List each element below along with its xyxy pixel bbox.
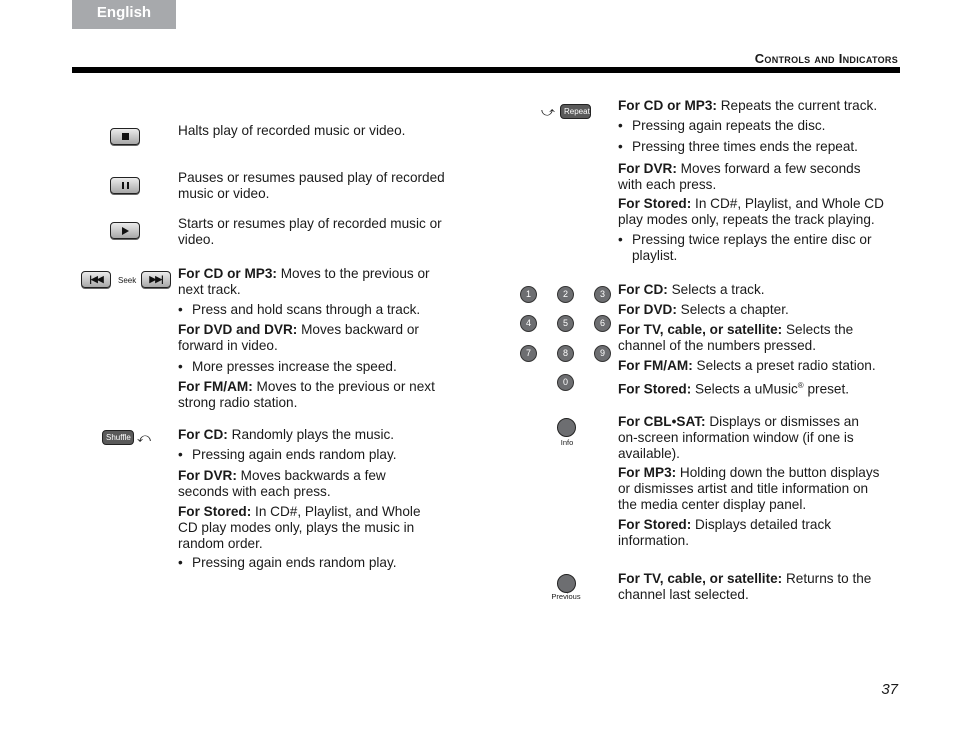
info-mp3-text: For MP3: Holding down the button displays or dismisses artist and title information on the media center display panel. bbox=[618, 465, 880, 512]
numbers-stored-text: For Stored: Selects a uMusic® preset. bbox=[618, 381, 850, 397]
numbers-fm-text: For FM/AM: Selects a preset radio station. bbox=[618, 358, 876, 373]
shuffle-bullet-1: • Pressing again ends random play. bbox=[178, 447, 397, 463]
numbers-dvd-text: For DVD: Selects a chapter. bbox=[618, 302, 789, 317]
repeat-button-icon: Repeat bbox=[560, 104, 591, 119]
repeat-dvr-text: For DVR: Moves forward a few seconds with each press. bbox=[618, 161, 861, 192]
info-button-icon bbox=[557, 418, 576, 437]
info-label: Info bbox=[560, 438, 574, 447]
shuffle-bullet-2: • Pressing again ends random play. bbox=[178, 555, 397, 571]
stop-icon bbox=[122, 133, 129, 140]
number-key-0: 0 bbox=[557, 374, 574, 391]
shuffle-cd-text: For CD: Randomly plays the music. bbox=[178, 427, 395, 442]
repeat-cd-text: For CD or MP3: Repeats the current track. bbox=[618, 98, 878, 113]
number-key-8: 8 bbox=[557, 345, 574, 362]
stop-button-icon bbox=[110, 128, 140, 145]
seek-label: Seek bbox=[118, 276, 137, 285]
play-icon bbox=[122, 227, 129, 235]
stop-description: Halts play of recorded music or video. bbox=[178, 123, 406, 138]
number-key-5: 5 bbox=[557, 315, 574, 332]
shuffle-button-icon: Shuffle bbox=[102, 430, 134, 445]
play-button-icon bbox=[110, 222, 140, 239]
repeat-bullet-1: • Pressing again repeats the disc. bbox=[618, 118, 825, 134]
repeat-bullet-3: • Pressing twice replays the entire disc or playlist. bbox=[618, 232, 872, 264]
number-key-4: 4 bbox=[520, 315, 537, 332]
repeat-stored-text: For Stored: In CD#, Playlist, and Whole CD play modes only, repeats the track playing. bbox=[618, 196, 884, 227]
play-description: Starts or resumes play of recorded music or video. bbox=[178, 216, 442, 247]
seek-fm-text: For FM/AM: Moves to the previous or next strong radio station. bbox=[178, 379, 435, 410]
numbers-cd-text: For CD: Selects a track. bbox=[618, 282, 765, 297]
skip-back-icon: |◀◀ bbox=[89, 274, 103, 284]
info-stored-text: For Stored: Displays detailed track information. bbox=[618, 517, 832, 548]
shuffle-stored-text: For Stored: In CD#, Playlist, and Whole CD play modes only, plays the music in random order. bbox=[178, 504, 421, 551]
pause-icon bbox=[122, 182, 129, 189]
info-cbl-text: For CBL•SAT: Displays or dismisses an on-screen information window (if one is available). bbox=[618, 414, 859, 461]
page-number: 37 bbox=[881, 681, 898, 698]
numbers-tv-text: For TV, cable, or satellite: Selects the channel of the numbers pressed. bbox=[618, 322, 854, 353]
number-key-7: 7 bbox=[520, 345, 537, 362]
repeat-bullet-2: • Pressing three times ends the repeat. bbox=[618, 139, 858, 155]
previous-tv-text: For TV, cable, or satellite: Returns to the channel last selected. bbox=[618, 571, 872, 602]
previous-label: Previous bbox=[551, 592, 581, 601]
number-key-6: 6 bbox=[594, 315, 611, 332]
seek-back-button-icon bbox=[81, 271, 111, 288]
number-key-1: 1 bbox=[520, 286, 537, 303]
number-key-9: 9 bbox=[594, 345, 611, 362]
repeat-arrow-icon: ⤻ bbox=[541, 104, 555, 119]
seek-bullet-1: • Press and hold scans through a track. bbox=[178, 302, 420, 318]
language-tab[interactable]: English bbox=[72, 0, 176, 29]
previous-button-icon bbox=[557, 574, 576, 593]
pause-button-icon bbox=[110, 177, 140, 194]
shuffle-dvr-text: For DVR: Moves backwards a few seconds with each press. bbox=[178, 468, 386, 499]
shuffle-arrow-icon: ⤺ bbox=[137, 430, 151, 445]
seek-cd-text: For CD or MP3: Moves to the previous or next track. bbox=[178, 266, 430, 297]
number-key-2: 2 bbox=[557, 286, 574, 303]
pause-description: Pauses or resumes paused play of recorded music or video. bbox=[178, 170, 445, 201]
seek-dvd-text: For DVD and DVR: Moves backward or forward in video. bbox=[178, 322, 419, 353]
header-rule bbox=[72, 67, 900, 73]
section-title: Controls and Indicators bbox=[754, 51, 898, 66]
seek-forward-button-icon bbox=[141, 271, 171, 288]
skip-forward-icon: ▶▶| bbox=[149, 274, 163, 284]
seek-bullet-2: • More presses increase the speed. bbox=[178, 359, 397, 375]
number-key-3: 3 bbox=[594, 286, 611, 303]
